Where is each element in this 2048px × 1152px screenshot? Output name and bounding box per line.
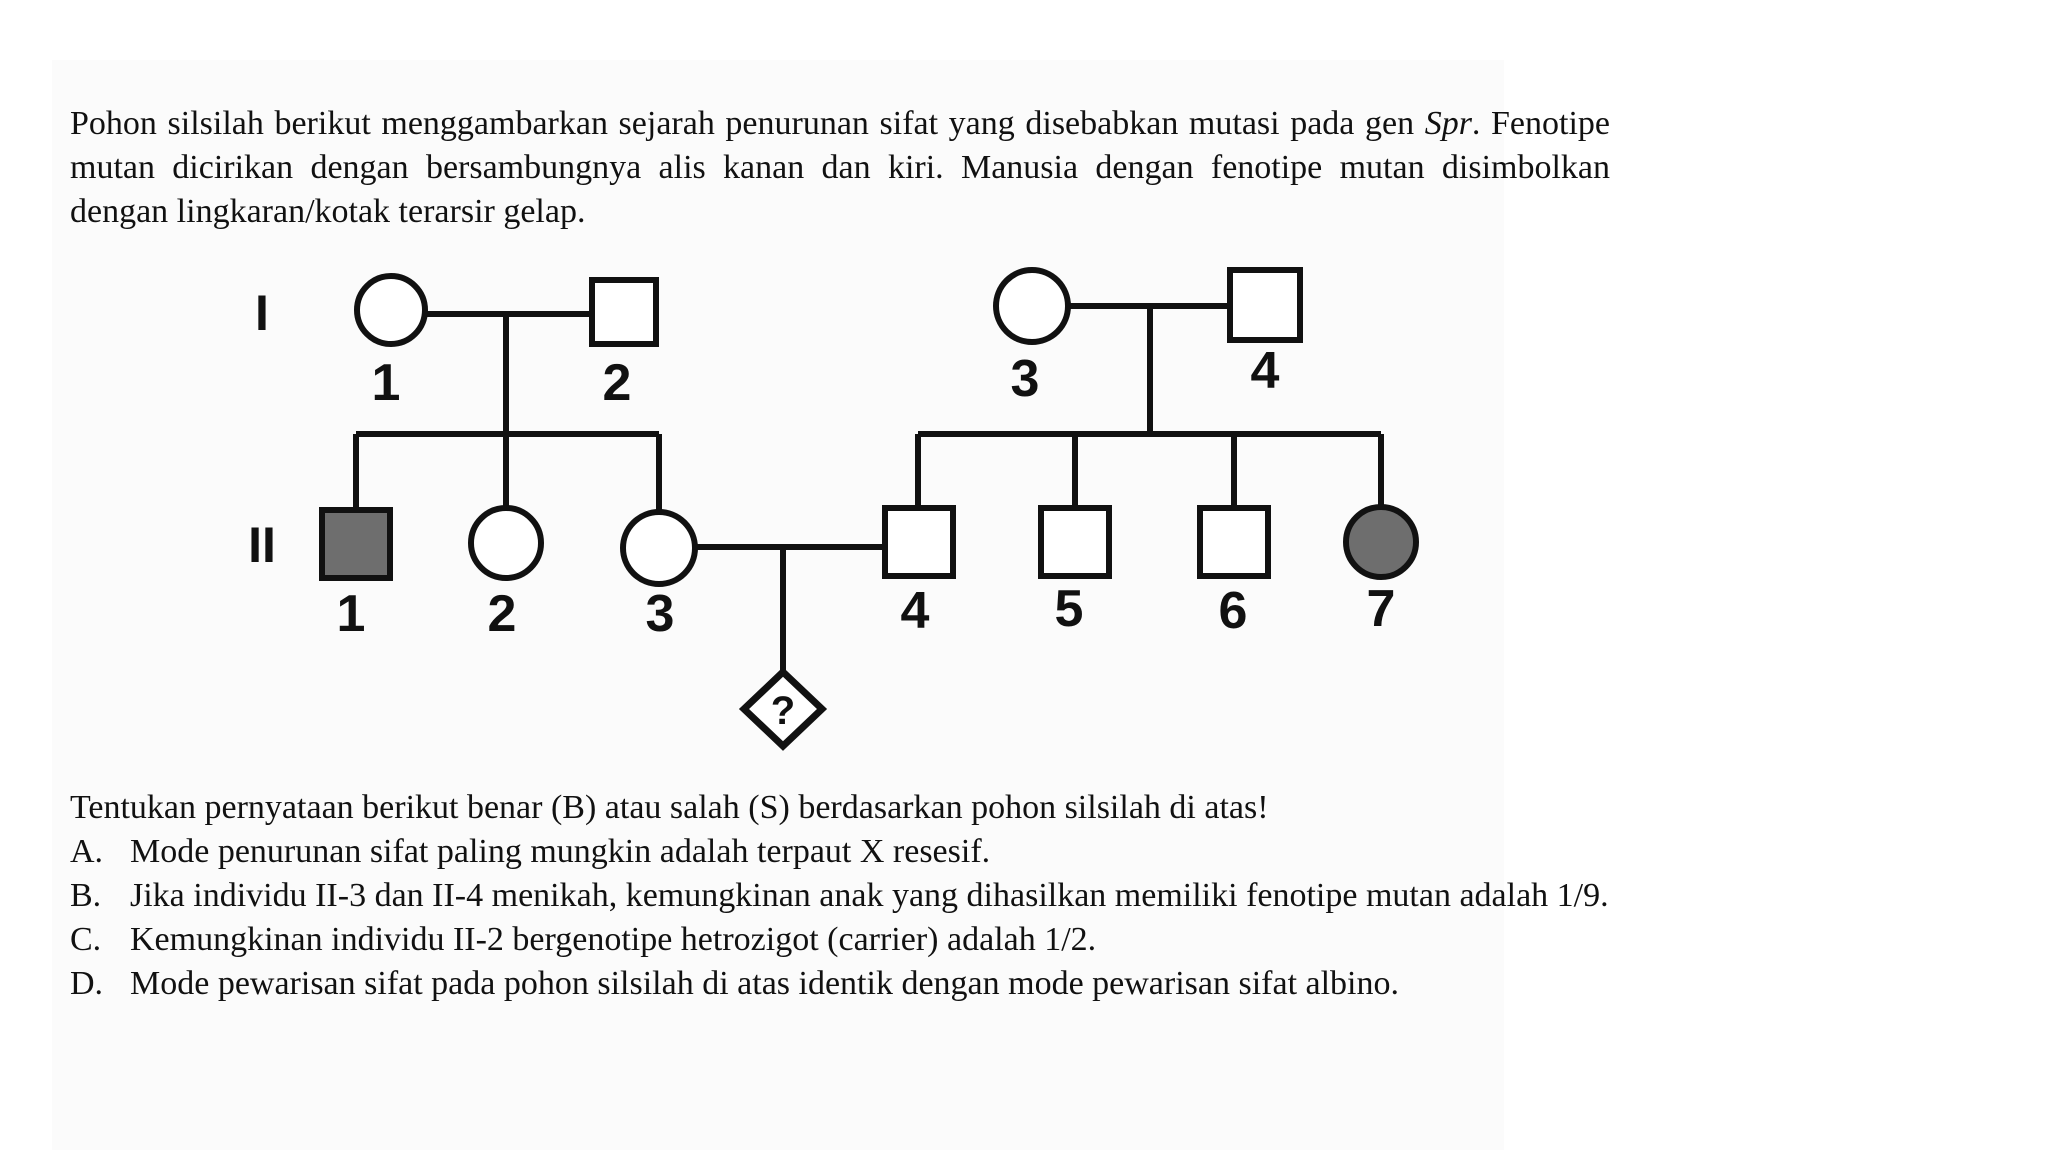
- option-key: C.: [70, 921, 102, 958]
- intro-text-2: . Fenotipe mutan dicirikan dengan bersambungnya alis kanan dan kiri. Manusia dengan fenotipe mutan disimbolkan dengan lingkaran/kotak terarsir gelap.: [70, 105, 1611, 230]
- individual-I-4-male: [1230, 270, 1300, 340]
- label-I-1: 1: [371, 354, 401, 412]
- question-prompt: Tentukan pernyataan berikut benar (B) atau salah (S) berdasarkan pohon silsilah di atas!: [70, 789, 1269, 826]
- label-II-1: 1: [336, 585, 366, 643]
- generation-label-II: II: [248, 517, 276, 573]
- option-a: [70, 830, 1630, 874]
- question-block: [70, 786, 1630, 1006]
- individual-I-1-female: [357, 276, 425, 344]
- individual-II-1-male-affected: [322, 510, 390, 578]
- gene-name: Spr: [1424, 105, 1472, 142]
- label-II-6: 6: [1218, 582, 1248, 640]
- option-d: [70, 962, 1630, 1006]
- individual-II-5-male: [1041, 508, 1109, 576]
- label-I-3: 3: [1010, 350, 1040, 408]
- option-text: Kemungkinan individu II-2 bergenotipe hetrozigot (carrier) adalah 1/2.: [130, 921, 1097, 958]
- option-b: [70, 874, 1630, 918]
- individual-I-3-female: [996, 270, 1068, 342]
- option-key: A.: [70, 833, 104, 870]
- label-II-7: 7: [1366, 580, 1396, 638]
- option-c: [70, 918, 1630, 962]
- unknown-child-question-mark: ?: [770, 689, 796, 733]
- individual-II-2-female: [471, 508, 541, 578]
- label-II-5: 5: [1054, 580, 1084, 638]
- option-text: Mode pewarisan sifat pada pohon silsilah di atas identik dengan mode pewarisan sifat albino.: [130, 965, 1400, 1002]
- label-II-3: 3: [645, 585, 675, 643]
- individual-II-6-male: [1200, 508, 1268, 576]
- individual-II-7-female-affected: [1346, 507, 1416, 577]
- label-I-4: 4: [1250, 342, 1280, 400]
- individual-II-4-male: [885, 508, 953, 576]
- individual-I-2-male: [592, 280, 656, 344]
- option-text: Jika individu II-3 dan II-4 menikah, kemungkinan anak yang dihasilkan memiliki fenotipe mutan adalah 1/9.: [130, 877, 1609, 914]
- label-I-2: 2: [602, 354, 632, 412]
- label-II-4: 4: [900, 582, 930, 640]
- option-text: Mode penurunan sifat paling mungkin adalah terpaut X resesif.: [130, 833, 991, 870]
- label-II-2: 2: [487, 585, 517, 643]
- option-key: D.: [70, 965, 104, 1002]
- intro-text-1: Pohon silsilah berikut menggambarkan sejarah penurunan sifat yang disebabkan mutasi pada gen: [70, 105, 1425, 142]
- generation-label-I: I: [255, 285, 269, 341]
- individual-II-3-female: [623, 512, 695, 584]
- option-key: B.: [70, 877, 102, 914]
